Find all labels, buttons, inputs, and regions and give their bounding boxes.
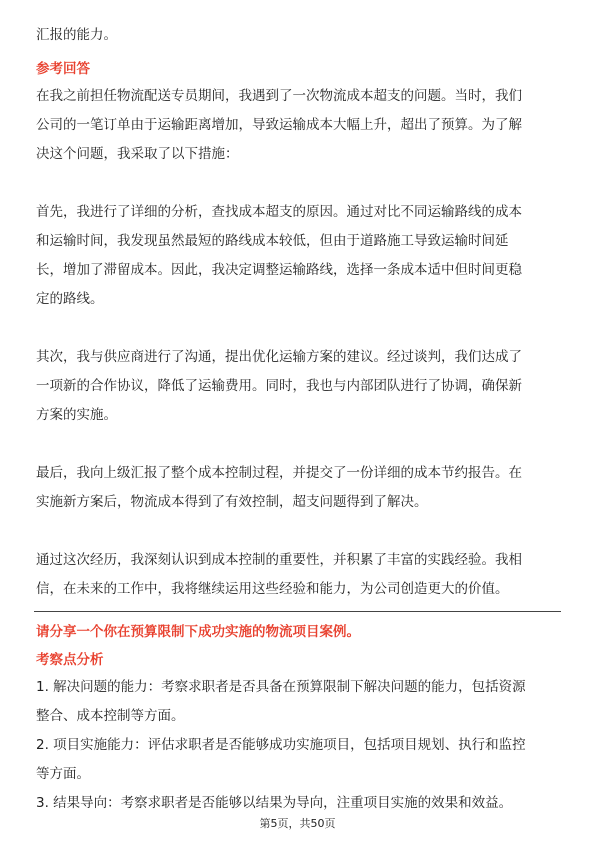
answer-p2-line-3: 方案的实施。	[36, 407, 117, 423]
analysis-heading: 考察点分析	[36, 652, 104, 668]
page-footer: 第5页，共50页	[259, 817, 336, 830]
answer-intro-line-3: 决这个问题，我采取了以下措施：	[36, 146, 239, 162]
section-divider	[34, 611, 561, 612]
top-fragment: 汇报的能力。	[36, 27, 117, 43]
answer-intro-line-1: 在我之前担任物流配送专员期间，我遇到了一次物流成本超支的问题。当时，我们	[36, 88, 522, 104]
answer-p1-line-1: 首先，我进行了详细的分析，查找成本超支的原因。通过对比不同运输路线的成本	[36, 204, 522, 220]
answer-p1-line-4: 定的路线。	[36, 291, 104, 307]
analysis-item-2-line-2: 等方面。	[36, 766, 90, 782]
analysis-item-3-line-1: 3. 结果导向：考察求职者是否能够以结果为导向，注重项目实施的效果和效益。	[36, 795, 513, 811]
answer-p3-line-1: 最后，我向上级汇报了整个成本控制过程，并提交了一份详细的成本节约报告。在	[36, 465, 522, 481]
analysis-item-1-line-1: 1. 解决问题的能力：考察求职者是否具备在预算限制下解决问题的能力，包括资源	[36, 679, 526, 695]
answer-p2-line-1: 其次，我与供应商进行了沟通，提出优化运输方案的建议。经过谈判，我们达成了	[36, 349, 522, 365]
answer-p1-line-2: 和运输时间，我发现虽然最短的路线成本较低，但由于道路施工导致运输时间延	[36, 233, 509, 249]
answer-p3-line-2: 实施新方案后，物流成本得到了有效控制，超支问题得到了解决。	[36, 494, 428, 510]
answer-heading: 参考回答	[36, 61, 90, 77]
analysis-item-2-line-1: 2. 项目实施能力：评估求职者是否能够成功实施项目，包括项目规划、执行和监控	[36, 737, 526, 753]
answer-p4-line-2: 信，在未来的工作中，我将继续运用这些经验和能力，为公司创造更大的价值。	[36, 581, 509, 597]
analysis-item-1-line-2: 整合、成本控制等方面。	[36, 708, 185, 724]
answer-p1-line-3: 长，增加了滞留成本。因此，我决定调整运输路线，选择一条成本适中但时间更稳	[36, 262, 522, 278]
answer-intro-line-2: 公司的一笔订单由于运输距离增加，导致运输成本大幅上升，超出了预算。为了解	[36, 117, 522, 133]
answer-p4-line-1: 通过这次经历，我深刻认识到成本控制的重要性，并积累了丰富的实践经验。我相	[36, 552, 522, 568]
answer-p2-line-2: 一项新的合作协议，降低了运输费用。同时，我也与内部团队进行了协调，确保新	[36, 378, 522, 394]
question-heading: 请分享一个你在预算限制下成功实施的物流项目案例。	[36, 624, 360, 640]
